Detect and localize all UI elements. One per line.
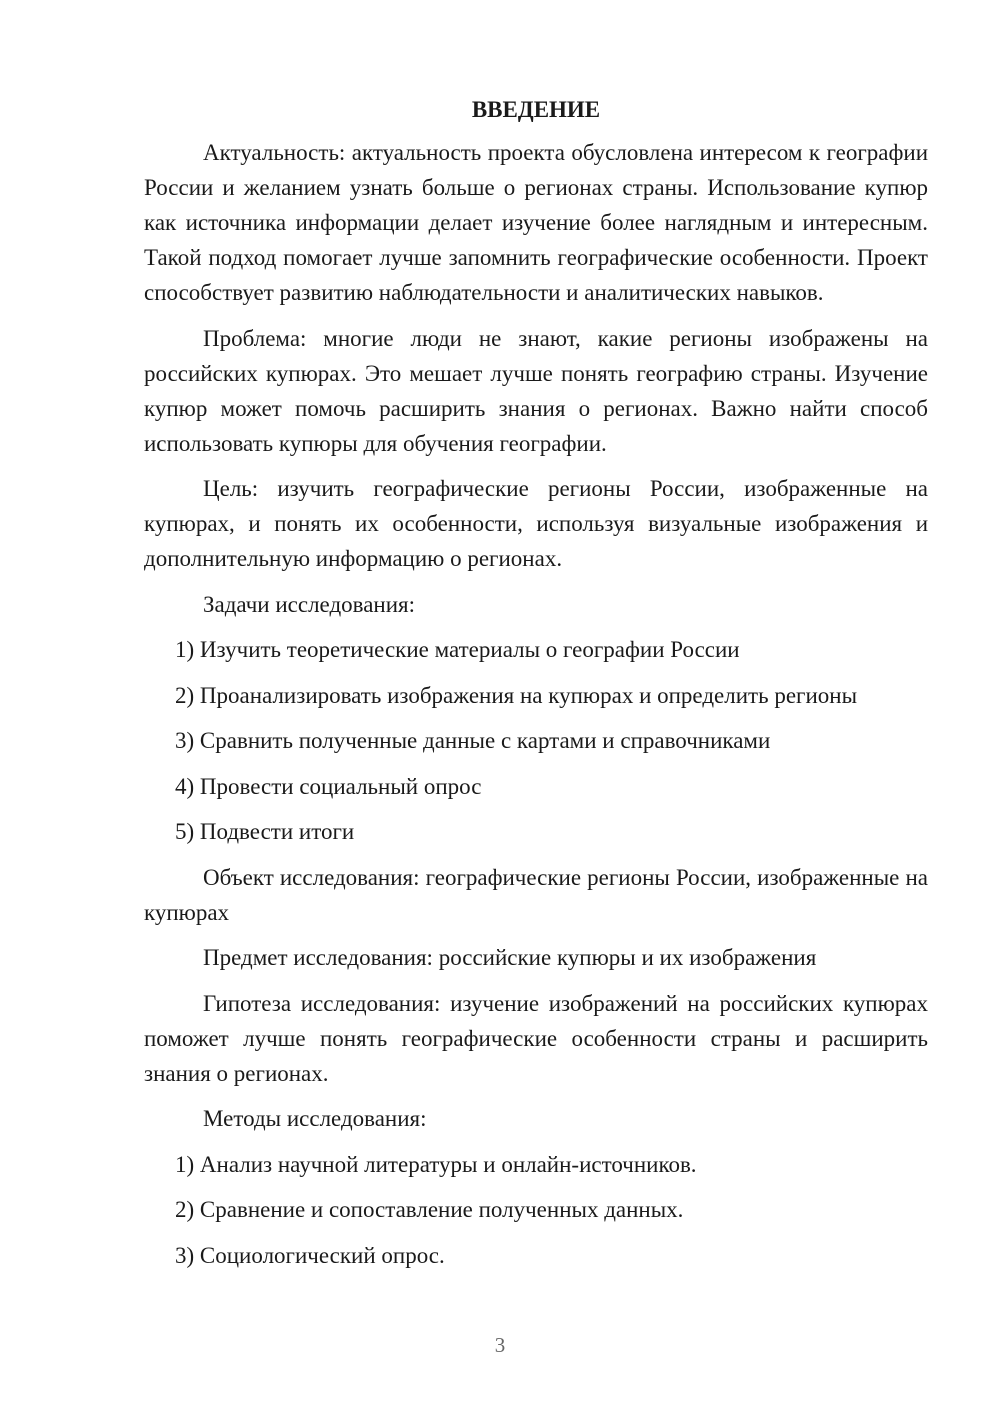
task-item-4: 4) Провести социальный опрос bbox=[175, 773, 482, 799]
goal-paragraph: Цель: изучить географические регионы России, изображенные на купюрах, и понять их особенности, используя визуальные изображения и дополнительную информацию о регионах. bbox=[144, 476, 928, 571]
subject-paragraph: Предмет исследования: российские купюры и их изображения bbox=[203, 945, 817, 970]
method-item-1: 1) Анализ научной литературы и онлайн-источников. bbox=[175, 1151, 697, 1177]
page-number: 3 bbox=[494, 1333, 506, 1357]
problem-paragraph: Проблема: многие люди не знают, какие регионы изображены на российских купюрах. Это мешает лучше понять географию страны. Изучение купюр может помочь расширить знания о регионах. Важно найти способ использовать купюры для обучения географии. bbox=[144, 325, 928, 456]
method-item-3: 3) Социологический опрос. bbox=[175, 1242, 445, 1268]
task-item-1: 1) Изучить теоретические материалы о географии России bbox=[175, 637, 740, 662]
task-item-2: 2) Проанализировать изображения на купюрах и определить регионы bbox=[175, 682, 858, 708]
task-item-5: 5) Подвести итоги bbox=[175, 819, 355, 844]
methods-title: Методы исследования: bbox=[203, 1106, 427, 1131]
hypothesis-paragraph: Гипотеза исследования: изучение изображений на российских купюрах поможет лучше понять географические особенности страны и расширить знания о регионах. bbox=[144, 990, 928, 1086]
document-page bbox=[144, 95, 928, 1283]
object-paragraph: Объект исследования: географические регионы России, изображенные на купюрах bbox=[144, 864, 928, 925]
method-item-2: 2) Сравнение и сопоставление полученных данных. bbox=[175, 1197, 684, 1222]
tasks-title: Задачи исследования: bbox=[203, 591, 416, 617]
task-item-3: 3) Сравнить полученные данные с картами и справочниками bbox=[175, 728, 771, 753]
section-heading: ВВЕДЕНИЕ bbox=[471, 97, 601, 122]
relevance-paragraph: Актуальность: актуальность проекта обусловлена интересом к географии России и желанием узнать больше о регионах страны. Использование купюр как источника информации делает изучение более наглядным и интересным. Такой подход помогает лучше запомнить географические особенности. Проект способствует развитию наблюдательности и аналитических навыков. bbox=[144, 140, 928, 305]
